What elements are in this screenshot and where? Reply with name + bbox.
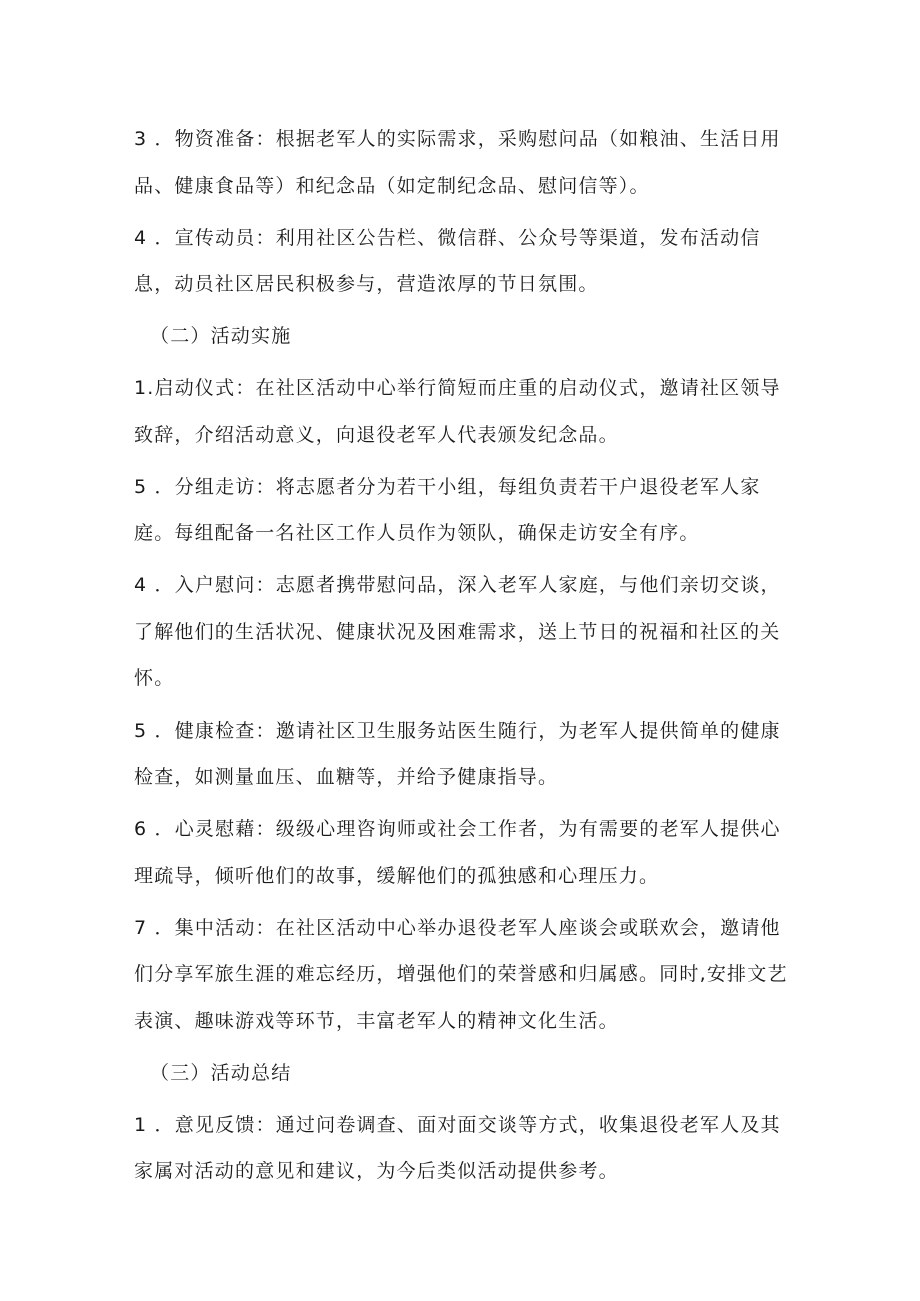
paragraph-launch-ceremony [134,365,794,458]
text-line: 4 ．入户慰问：志愿者携带慰问品，深入老军人家庭，与他们亲切交谈， [134,574,781,597]
text-line: 1.启动仪式：在社区活动中心举行简短而庄重的启动仪式，邀请社区领导 [134,377,781,400]
text-line: 息，动员社区居民积极参与，营造浓厚的节日氛围。 [134,273,599,296]
text-line: 品、健康食品等）和纪念品（如定制纪念品、慰问信等）。 [134,174,650,197]
text-line: 6 ．心灵慰藉：级级心理咨询师或社会工作者，为有需要的老军人提供心 [134,818,781,841]
document-body [134,116,794,1201]
section-heading-implementation [134,313,794,360]
paragraph-group-visits [134,464,794,557]
text-line: 1 ．意见反馈：通过问卷调查、面对面交谈等方式，收集退役老军人及其 [134,1113,781,1136]
paragraph-feedback [134,1102,794,1195]
paragraph-home-visits [134,562,794,702]
text-line: 了解他们的生活状况、健康状况及困难需求，送上节日的祝福和社区的关 [134,620,781,643]
section-heading-text: （三）活动总结 [150,1061,292,1084]
paragraph-health-check [134,708,794,801]
text-line: 表演、趣味游戏等环节，丰富老军人的精神文化生活。 [134,1009,619,1032]
text-line: 5 ．分组走访：将志愿者分为若干小组，每组负责若干户退役老军人家 [134,475,761,498]
text-line: 怀。 [134,667,175,690]
text-line: 致辞，介绍活动意义，向退役老军人代表颁发纪念品。 [134,423,619,446]
paragraph-material-prep [134,116,794,209]
paragraph-psych-comfort [134,806,794,899]
text-line: 理疏导，倾听他们的故事，缓解他们的孤独感和心理压力。 [134,864,660,887]
text-line: 庭。每组配备一名社区工作人员作为领队，确保走访安全有序。 [134,522,700,545]
text-line: 4 ．宣传动员：利用社区公告栏、微信群、公众号等渠道，发布活动信 [134,226,761,249]
paragraph-publicity [134,215,794,308]
section-heading-summary [134,1050,794,1097]
text-line: 3 ．物资准备：根据老军人的实际需求，采购慰问品（如粮油、生活日用 [134,128,781,150]
paragraph-group-activity [134,905,794,1045]
section-heading-text: （二）活动实施 [150,325,292,348]
text-line: 检查，如测量血压、血糖等，并给予健康指导。 [134,766,559,789]
text-line: 家属对活动的意见和建议，为今后类似活动提供参考。 [134,1160,619,1183]
text-line: 7 ．集中活动：在社区活动中心举办退役老军人座谈会或联欢会，邀请他 [134,916,781,939]
text-line: 们分享军旅生涯的难忘经历，增强他们的荣誉感和归属感。同时,安排文艺 [134,963,788,986]
text-line: 5 ．健康检查：邀请社区卫生服务站医生随行，为老军人提供简单的健康 [134,719,781,742]
